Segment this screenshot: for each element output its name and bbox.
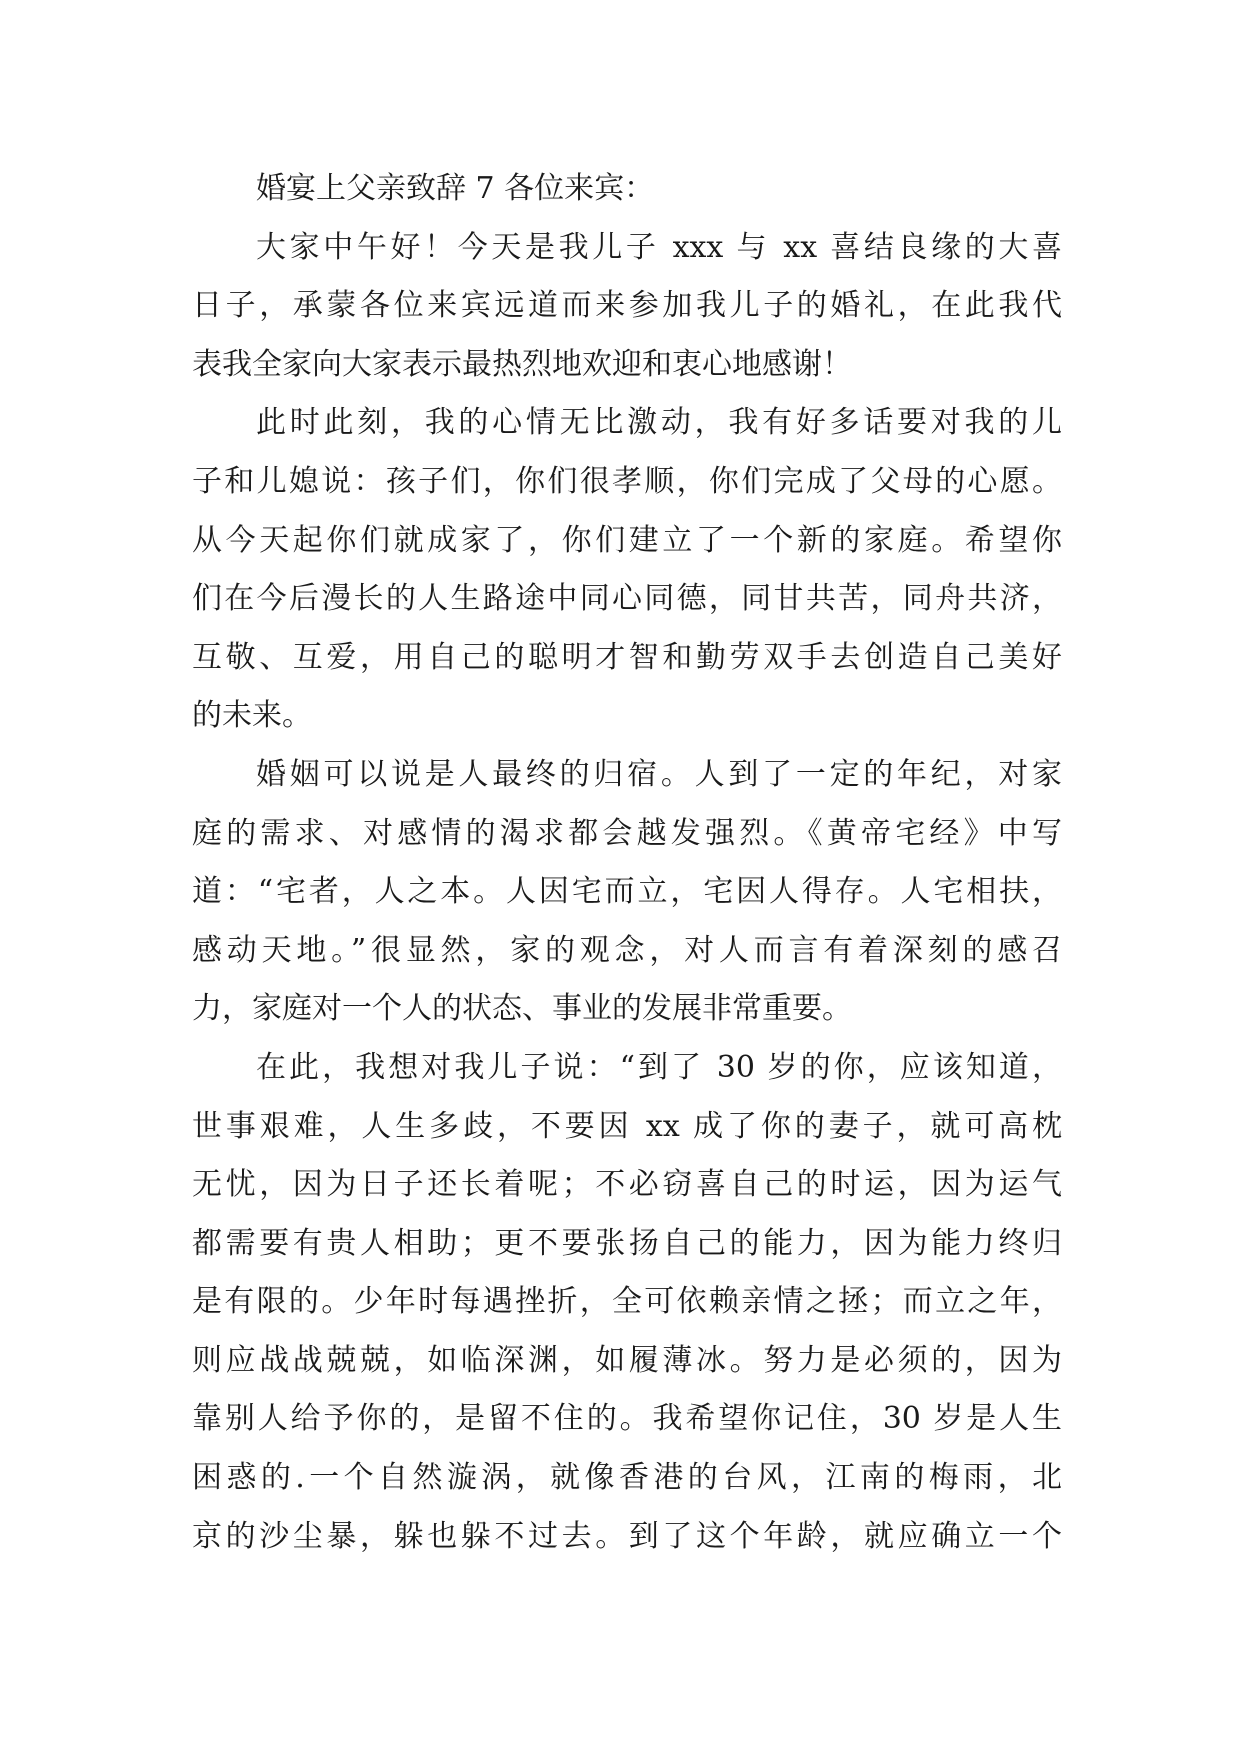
text-line: 感动天地。”很显然，家的观念，对人而言有着深刻的感召	[192, 932, 1062, 968]
text-line: 表我全家向大家表示最热烈地欢迎和衷心地感谢！	[192, 346, 852, 382]
text-line: 京的沙尘暴，躲也躲不过去。到了这个年龄，就应确立一个	[192, 1518, 1062, 1554]
text-line: 则应战战兢兢，如临深渊，如履薄冰。努力是必须的，因为	[192, 1342, 1062, 1378]
text-line: 世事艰难，人生多歧，不要因 xx 成了你的妻子，就可高枕	[192, 1108, 1062, 1144]
text-line: 道：“宅者，人之本。人因宅而立，宅因人得存。人宅相扶，	[192, 874, 1062, 910]
text-line: 互敬、互爱，用自己的聪明才智和勤劳双手去创造自己美好	[192, 639, 1062, 675]
text-line: 无忧，因为日子还长着呢；不必窃喜自己的时运，因为运气	[192, 1167, 1062, 1203]
text-line: 从今天起你们就成家了，你们建立了一个新的家庭。希望你	[192, 522, 1062, 558]
text-line: 们在今后漫长的人生路途中同心同德，同甘共苦，同舟共济，	[192, 581, 1062, 617]
text-line: 在此，我想对我儿子说：“到了 30 岁的你，应该知道，	[256, 1049, 1062, 1085]
text-line: 是有限的。少年时每遇挫折，全可依赖亲情之拯；而立之年，	[192, 1284, 1062, 1320]
text-line: 力，家庭对一个人的状态、事业的发展非常重要。	[192, 991, 852, 1027]
text-line: 的未来。	[192, 698, 312, 734]
text-line: 此时此刻，我的心情无比激动，我有好多话要对我的儿	[256, 405, 1062, 441]
text-line: 庭的需求、对感情的渴求都会越发强烈。《黄帝宅经》中写	[192, 815, 1062, 851]
text-line: 都需要有贵人相助；更不要张扬自己的能力，因为能力终归	[192, 1225, 1062, 1261]
text-line: 日子，承蒙各位来宾远道而来参加我儿子的婚礼，在此我代	[192, 288, 1062, 324]
text-line: 婚姻可以说是人最终的归宿。人到了一定的年纪，对家	[256, 756, 1062, 792]
document-body	[192, 160, 1062, 1566]
text-line: 子和儿媳说：孩子们，你们很孝顺，你们完成了父母的心愿。	[192, 463, 1062, 499]
text-line: 大家中午好！今天是我儿子 xxx 与 xx 喜结良缘的大喜	[256, 229, 1062, 265]
text-line: 困惑的.一个自然漩涡，就像香港的台风，江南的梅雨，北	[192, 1460, 1062, 1496]
text-line: 靠别人给予你的，是留不住的。我希望你记住，30 岁是人生	[192, 1401, 1062, 1437]
text-line: 婚宴上父亲致辞 7 各位来宾：	[256, 171, 655, 206]
